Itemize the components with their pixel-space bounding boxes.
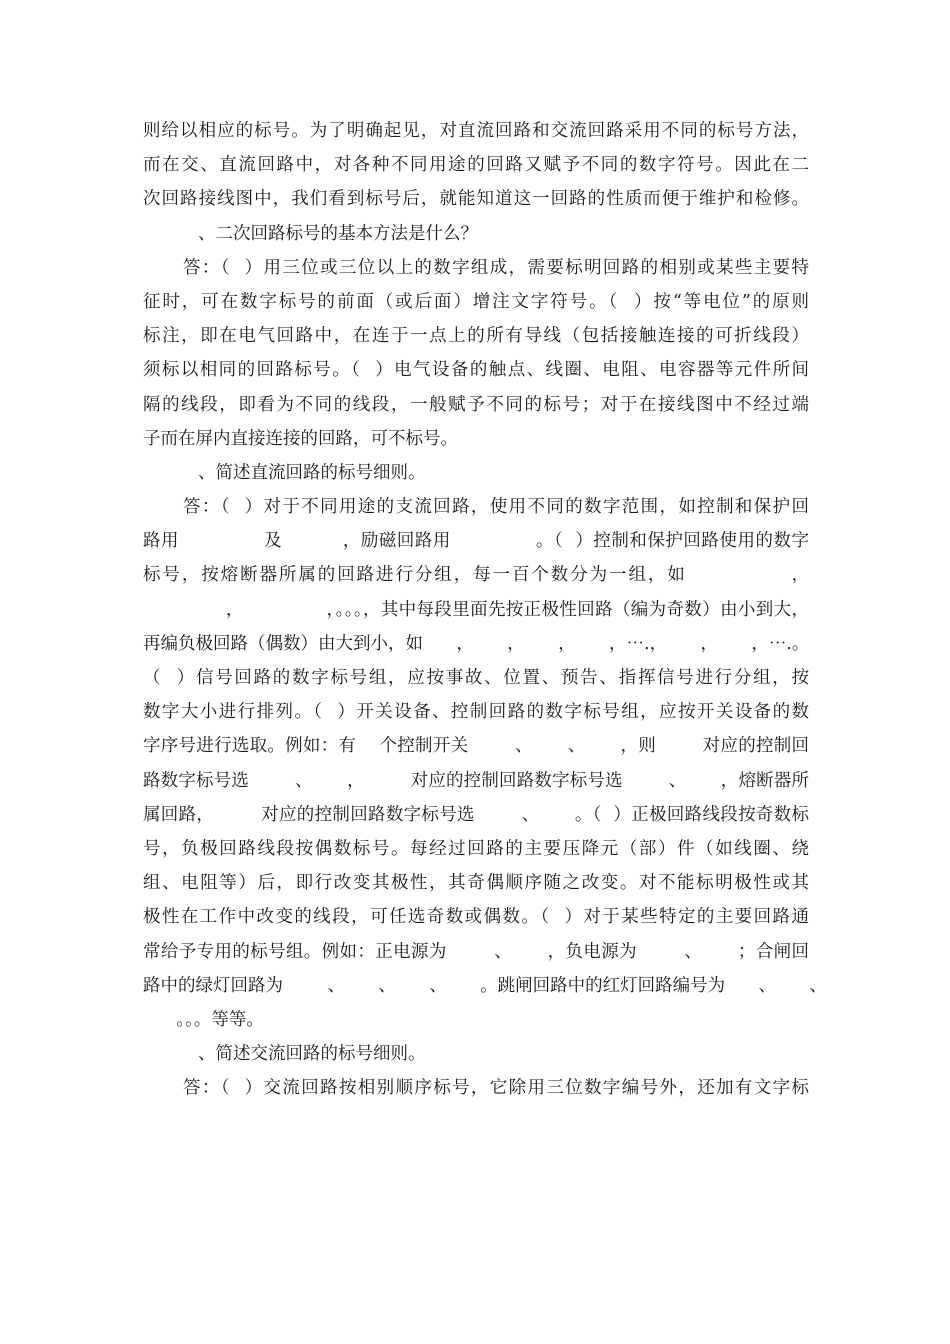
answer-line: 组、电阻等）后，即行改变其极性，其奇偶顺序随之改变。对不能标明极性或其 [143,873,809,894]
paragraph-line: 次回路接线图中，我们看到标号后，就能知道这一回路的性质而便于维护和检修。 [143,189,809,210]
answer-line: 号，负极回路线段按偶数标号。每经过回路的主要压降元（部）件（如线圈、绕 [143,838,809,859]
answer-line: 子而在屏内直接连接的回路，可不标号。 [143,428,458,449]
answer-line: （ ）信号回路的数字标号组，应按事故、位置、预告、指挥信号进行分组，按 [143,668,809,688]
answer-line: 路用 及 ，励磁回路用 。（ ）控制和保护回路使用的数字 [143,531,809,552]
answer-line: 征时，可在数字标号的前面（或后面）增注文字符号。（ ）按“等电位”的原则 [143,291,809,312]
answer-line: 隔的线段，即看为不同的线段，一般赋予不同的标号；对于在接线图中不经过端 [143,394,809,415]
paragraph-line: 则给以相应的标号。为了明确起见，对直流回路和交流回路采用不同的标号方法， [143,121,809,141]
question-heading: 、简述直流回路的标号细则。 [198,462,426,483]
answer-line: 再编负极回路（偶数）由大到小，如 ， ， ， ，⋯.， ， ，⋯.。 [143,633,810,654]
answer-line: 路中的绿灯回路为 、 、 、 。跳闸回路中的红灯回路编号为 、 、 [143,975,827,996]
answer-line: 常给予专用的标号组。例如：正电源为 、 ，负电源为 、 ；合闸回 [143,941,809,962]
answer-line: 路数字标号选 、 ， 对应的控制回路数字标号选 、 ，熔断器所 [143,770,809,791]
question-heading: 、二次回路标号的基本方法是什么？ [198,223,478,244]
answer-line: 属回路， 对应的控制回路数字标号选 、 。（ ）正极回路线段按奇数标 [143,804,809,825]
answer-line: 答：（ ）用三位或三位以上的数字组成，需要标明回路的相别或某些主要特 [183,257,809,278]
answer-line: 字序号进行选取。例如：有 个控制开关 、 、 ，则 对应的控制回 [143,736,809,757]
paragraph-line: 而在交、直流回路中，对各种不同用途的回路又赋予不同的数字符号。因此在二 [143,155,809,176]
answer-line: 须标以相同的回路标号。（ ）电气设备的触点、线圈、电阻、电容器等元件所间 [143,360,809,381]
answer-line: 答：（ ）对于不同用途的支流回路，使用不同的数字范围，如控制和保护回 [183,497,809,518]
answer-line: ， ，。。。，其中每段里面先按正极性回路（编为奇数）由小到大， [143,599,809,620]
answer-line: 标号，按熔断器所属的回路进行分组，每一百个数分为一组，如 ， [143,565,809,586]
document-body [143,114,827,1105]
question-heading: 、简述交流回路的标号细则。 [198,1044,426,1065]
answer-line: 。。。等等。 [143,1009,264,1030]
answer-line: 数字大小进行排列。（ ）开关设备、控制回路的数字标号组，应按开关设备的数 [143,702,809,723]
answer-line: 标注，即在电气回路中，在连于一点上的所有导线（包括接触连接的可折线段） [143,326,809,347]
answer-line: 答：（ ）交流回路按相别顺序标号，它除用三位数字编号外，还加有文字标 [183,1078,809,1099]
answer-line: 极性在工作中改变的线段，可任选奇数或偶数。（ ）对于某些特定的主要回路通 [143,907,809,928]
